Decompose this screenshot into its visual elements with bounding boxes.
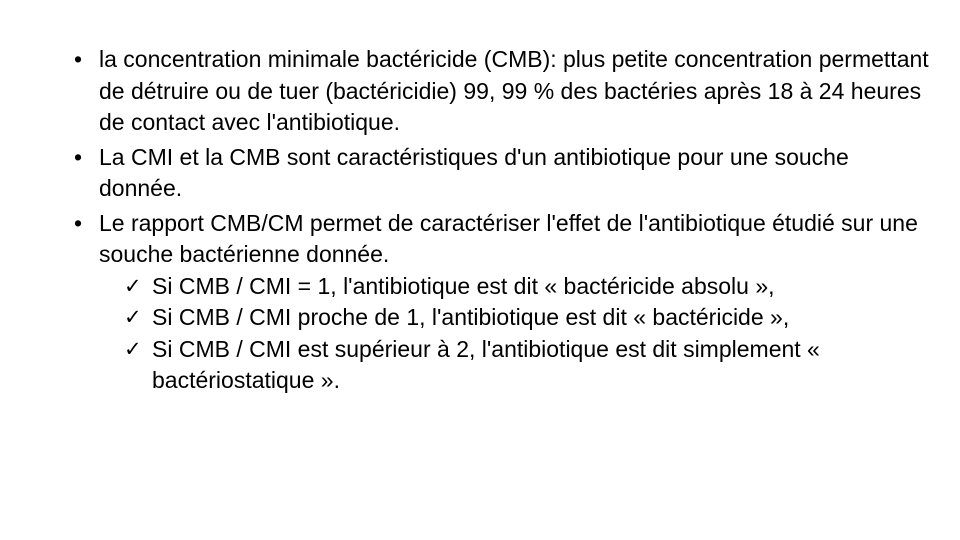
list-item-text: la concentration minimale bactéricide (CMB): plus petite concentration permettant de détruire ou de tuer (bactéricidie) 99, 99 % des bactéries après 18 à 24 heures de contact avec l'antibiotique. bbox=[99, 46, 929, 135]
bullet-icon: • bbox=[74, 209, 83, 236]
list-item bbox=[74, 142, 934, 205]
sub-list-item-text: Si CMB / CMI proche de 1, l'antibiotique est dit « bactéricide », bbox=[152, 304, 790, 330]
list-item-text: Le rapport CMB/CM permet de caractériser l'effet de l'antibiotique étudié sur une souche bactérienne donnée. bbox=[99, 209, 918, 267]
checkmark-icon: ✓ bbox=[124, 273, 142, 298]
bullet-list bbox=[74, 44, 934, 400]
sub-list bbox=[99, 271, 934, 397]
bullet-icon: • bbox=[74, 46, 83, 72]
checkmark-icon: ✓ bbox=[124, 336, 142, 361]
bullet-icon: • bbox=[74, 143, 83, 170]
sub-list-item bbox=[99, 334, 934, 397]
sub-list-item bbox=[99, 302, 934, 334]
list-item-text: La CMI et la CMB sont caractéristiques d'un antibiotique pour une souche donnée. bbox=[99, 143, 849, 201]
checkmark-icon: ✓ bbox=[124, 305, 142, 329]
list-item bbox=[74, 44, 934, 139]
sub-list-item-text: Si CMB / CMI est supérieur à 2, l'antibiotique est dit simplement « bactériostatique ». bbox=[152, 335, 820, 393]
sub-list-item bbox=[99, 271, 934, 303]
sub-list-item-text: Si CMB / CMI = 1, l'antibiotique est dit « bactéricide absolu », bbox=[152, 272, 775, 299]
list-item bbox=[74, 208, 934, 397]
